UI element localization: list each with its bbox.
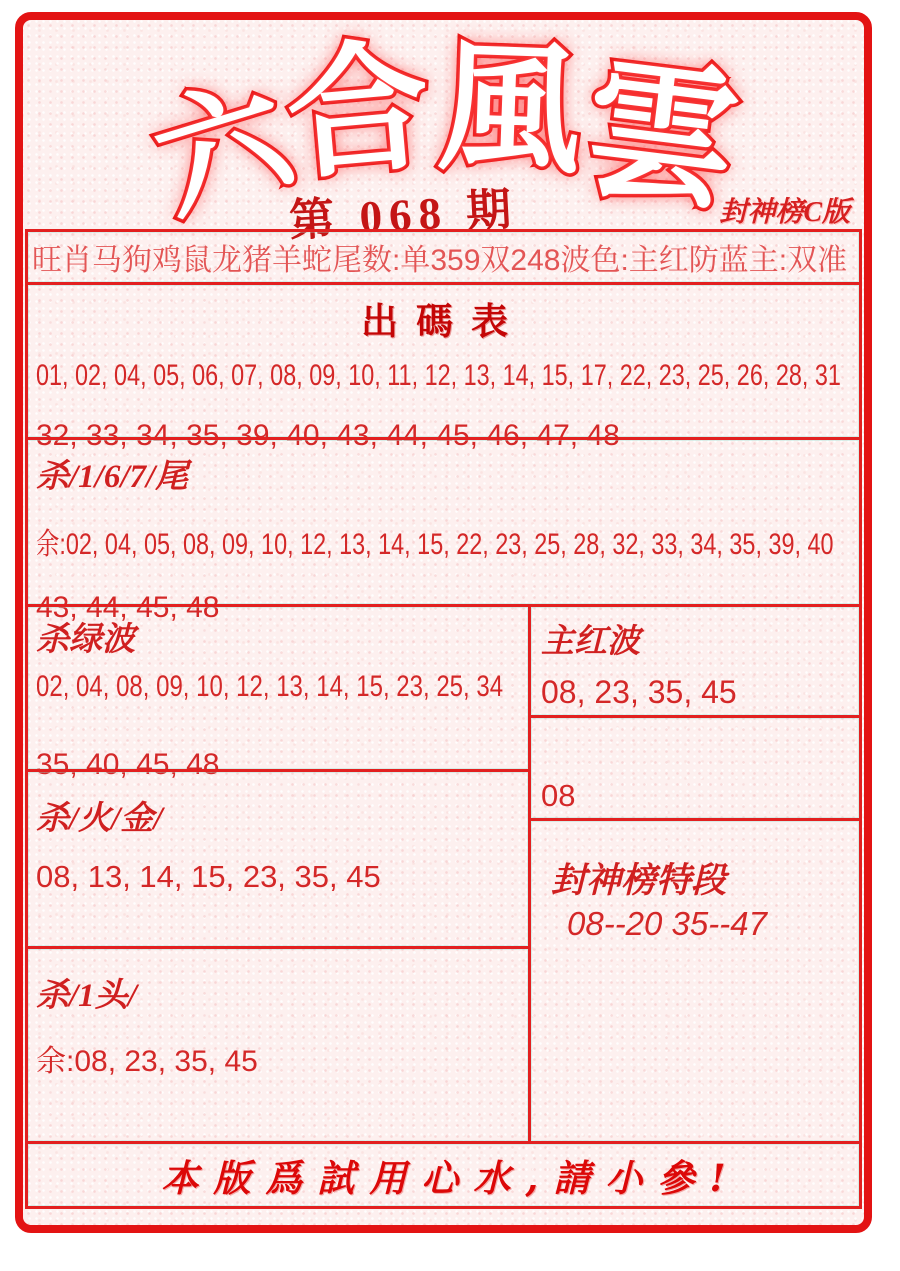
title-char: 合 bbox=[280, 23, 436, 200]
section-special-segment bbox=[528, 818, 862, 1144]
header bbox=[25, 20, 862, 246]
kill-green-line2: 35, 40, 45, 48 bbox=[36, 748, 220, 781]
tip-sheet-page bbox=[15, 12, 872, 1233]
section-code-table bbox=[25, 282, 862, 452]
issue-number: 第 068 期 bbox=[288, 184, 520, 246]
section-kill-green-wave bbox=[25, 604, 531, 781]
kill-fire-gold-title: 杀/火/金/ bbox=[36, 801, 163, 837]
main-red-title: 主红波 bbox=[541, 624, 640, 660]
code-table-line2: 32, 33, 34, 35, 39, 40, 43, 44, 45, 46, 47, 48 bbox=[36, 419, 620, 452]
kill-tail-line2: 43, 44, 45, 48 bbox=[36, 591, 220, 624]
code-table-line1: 01, 02, 04, 05, 06, 07, 08, 09, 10, 11, 12, 13, 14, 15, 17, 22, 23, 25, 26, 28, 31 bbox=[36, 359, 841, 392]
edition-label: 封神榜C版 bbox=[719, 197, 850, 228]
single-number: 08 bbox=[541, 778, 576, 813]
special-segment-title: 封神榜特段 bbox=[551, 861, 727, 900]
left-column bbox=[25, 604, 531, 1144]
title-char: 六 bbox=[136, 56, 308, 243]
special-segment-numbers: 08--20 35--47 bbox=[567, 905, 767, 942]
kill-tail-line1: 余:02, 04, 05, 08, 09, 10, 12, 13, 14, 15, 22, 23, 25, 28, 32, 33, 34, 35, 39, 40 bbox=[36, 528, 834, 561]
section-kill-one-head bbox=[25, 946, 531, 1144]
kill-one-head-numbers: 余:08, 23, 35, 45 bbox=[36, 1045, 258, 1078]
main-red-numbers: 08, 23, 35, 45 bbox=[541, 674, 737, 710]
kill-tail-title: 杀/1/6/7/尾 bbox=[36, 459, 189, 495]
kill-fire-gold-numbers: 08, 13, 14, 15, 23, 35, 45 bbox=[36, 859, 381, 894]
kill-one-head-title: 杀/1头/ bbox=[36, 978, 137, 1014]
section-main-red-wave bbox=[528, 604, 862, 718]
two-column-area bbox=[25, 604, 862, 1144]
section-kill-fire-gold bbox=[25, 769, 531, 949]
section-single-number bbox=[528, 715, 862, 821]
kill-green-title: 杀绿波 bbox=[36, 622, 135, 658]
zodiac-tip-line: 旺肖马狗鸡鼠龙猪羊蛇尾数:单359双248波色:主红防蓝主:双准 bbox=[25, 229, 862, 285]
title-char: 風 bbox=[434, 24, 583, 195]
code-table-title: 出碼表 bbox=[361, 299, 526, 343]
kill-green-line1: 02, 04, 08, 09, 10, 12, 13, 14, 15, 23, 25, 34 bbox=[36, 670, 504, 703]
footer-banner: 本版爲試用心水,請小參! bbox=[25, 1141, 862, 1209]
title-char: 雲 bbox=[574, 38, 748, 233]
section-kill-tail bbox=[25, 437, 862, 624]
right-column bbox=[531, 604, 862, 1144]
